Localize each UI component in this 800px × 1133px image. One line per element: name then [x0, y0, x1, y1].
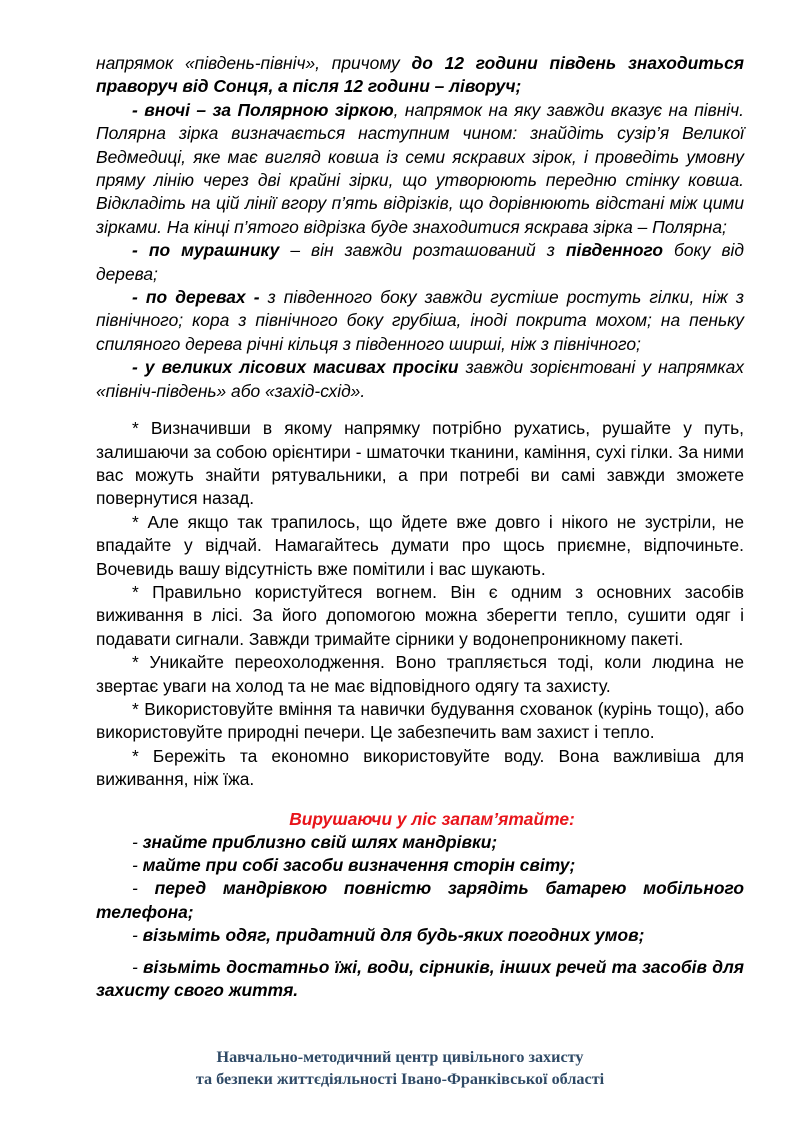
- remember-list: [96, 831, 744, 1003]
- paragraph-trees: - по деревах - з південного боку завжди густіше ростуть гілки, ніж з північного; кора з північного боку грубіша, іноді покрита мохом; на пеньку спиляного дерева річні кільця з південного ширші, ніж з північного;: [96, 287, 744, 354]
- footer-line: та безпеки життєдіяльності Івано-Франківської області: [195, 1070, 605, 1088]
- tip-item: * Але якщо так трапилось, що йдете вже довго і нікого не зустріли, не впадайте у відчай. Намагайтесь думати про щось приємне, відпочиньте. Вочевидь вашу відсутність вже помітили і вас шукають.: [96, 511, 744, 579]
- footer-organization: [0, 1046, 800, 1090]
- remember-item: - майте при собі засоби визначення сторін світу;: [132, 855, 576, 875]
- remember-item: - знайте приблизно свій шлях мандрівки;: [132, 831, 498, 852]
- paragraph-sun: напрямок «південь-північ», причому до 12 години південь знаходиться праворуч від Сонця, а після 12 години – ліворуч;: [96, 53, 744, 97]
- remember-item: - візьміть достатньо їжі, води, сірників, інших речей та засобів для захисту свого життя.: [96, 956, 744, 1001]
- footer-line: Навчально-методичний центр цивільного захисту: [216, 1048, 584, 1066]
- tip-item: * Уникайте переохолодження. Воно трапляється тоді, коли людина не звертає уваги на холод та не має відповідного одягу та захисту.: [96, 652, 744, 696]
- remember-title: Вирушаючи у ліс запам’ятайте:: [289, 808, 575, 829]
- orientation-methods: [96, 52, 744, 403]
- remember-item: - візьміть одяг, придатний для будь-яких погодних умов;: [132, 925, 645, 946]
- tip-item: * Бережіть та економно використовуйте воду. Вона важливіша для виживання, ніж їжа.: [96, 745, 744, 790]
- tip-item: * Визначивши в якому напрямку потрібно рухатись, рушайте у путь, залишаючи за собою орієнтири - шматочки тканини, каміння, сухі гілки. За ними вас можуть знайти рятувальники, а при потребі ви самі завжди зможете повернутися назад.: [96, 418, 744, 509]
- survival-tips: [96, 417, 744, 792]
- document-page: [96, 52, 744, 1002]
- paragraph-polar-star: - вночі – за Полярною зіркою, напрямок на яку завжди вказує на північ. Полярна зірка визначається наступним чином: знайдіть сузір’я Великої Ведмедиці, яке має вигляд ковша із семи яскравих зірок, і проведіть умовну пряму лінію через дві крайні зірки, що утворюють передню стінку ковша. Відкладіть на цій лінії вгору п’ять відрізків, що дорівнюють відстані між цими зірками. На кінці п’ятого відрізка буде знаходитися яскрава зірка – Полярна;: [96, 99, 744, 237]
- remember-item: - перед мандрівкою повністю зарядіть батарею мобільного телефона;: [96, 878, 744, 922]
- paragraph-clearings: - у великих лісових масивах просіки завжди зорієнтовані у напрямках «північ-південь» або «захід-схід».: [96, 357, 744, 401]
- tip-item: * Правильно користуйтеся вогнем. Він є одним з основних засобів виживання в лісі. За його допомогою можна зберегти тепло, сушити одяг і подавати сигнали. Завжди тримайте сірники у водонепроникному пакеті.: [96, 581, 744, 649]
- tip-item: * Використовуйте вміння та навички будування схованок (курінь тощо), або використовуйте природні печери. Це забезпечить вам захист і тепло.: [96, 698, 744, 743]
- paragraph-anthill: - по мурашнику – він завжди розташований з південного боку від дерева;: [96, 240, 744, 284]
